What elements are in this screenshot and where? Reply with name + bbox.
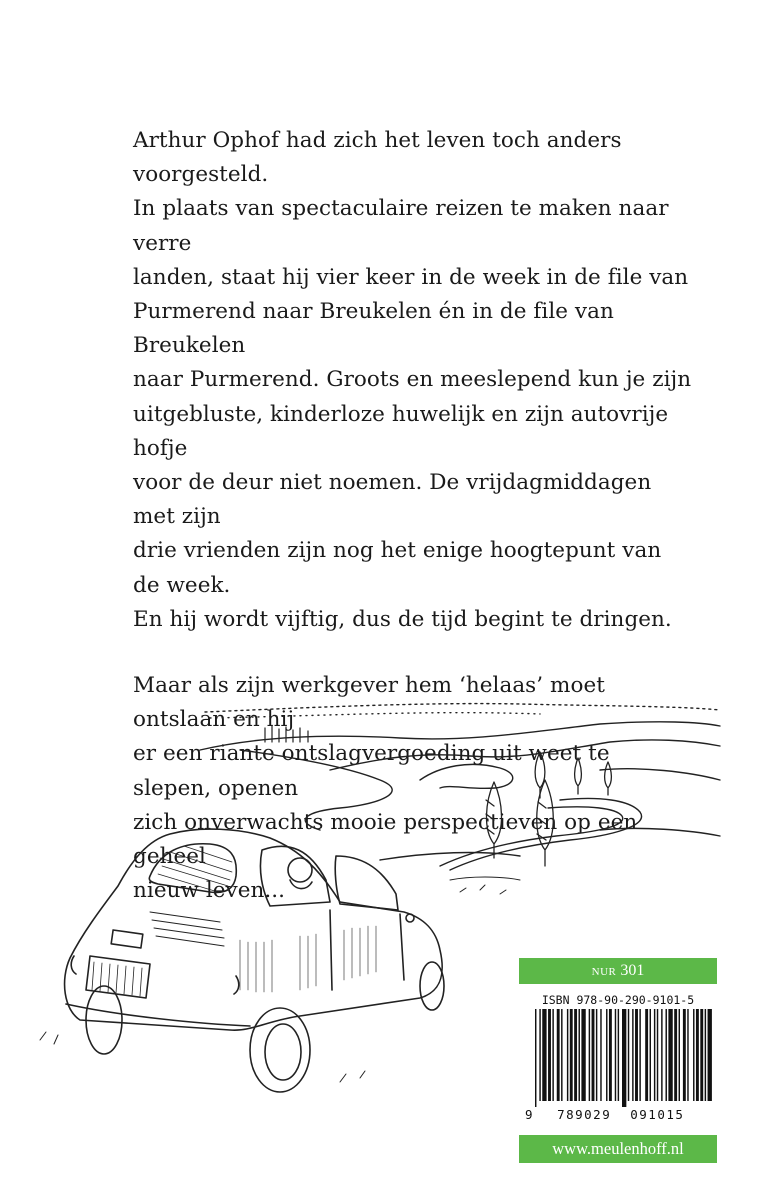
- barcode-bar: [700, 1009, 703, 1101]
- ean-first-digit: 9: [525, 1107, 535, 1122]
- barcode-bar: [609, 1009, 612, 1101]
- barcode-bar: [666, 1009, 667, 1101]
- barcode-bar: [687, 1009, 688, 1101]
- barcode-bar: [705, 1009, 706, 1101]
- barcode-bar: [668, 1009, 672, 1101]
- nur-code-label: [519, 958, 717, 984]
- barcode-bar: [567, 1009, 568, 1101]
- blurb-line: uitgebluste, kinderloze huwelijk en zijn autovrije hofje: [133, 401, 669, 461]
- barcode-bar: [615, 1009, 616, 1101]
- ean-digits: [519, 1107, 717, 1122]
- nur-number: 301: [620, 962, 645, 979]
- barcode-bar: [679, 1009, 680, 1101]
- barcode-bars: [535, 1009, 715, 1107]
- blurb-line: voor de deur niet noemen. De vrijdagmiddagen met zijn: [133, 470, 652, 530]
- barcode-bar: [674, 1009, 677, 1101]
- blurb-line: landen, staat hij vier keer in de week in de file van: [133, 264, 689, 290]
- barcode-bar: [635, 1009, 638, 1101]
- blurb-line: drie vrienden zijn nog het enige hoogtepunt van de week.: [133, 538, 662, 598]
- blurb-line: Purmerend naar Breukelen én in de file van Breukelen: [133, 299, 614, 359]
- barcode-bar: [579, 1009, 580, 1101]
- barcode-bar: [557, 1009, 560, 1101]
- publisher-website: www.meulenhoff.nl: [519, 1135, 717, 1163]
- barcode-bar: [622, 1009, 626, 1107]
- blurb-line: Maar als zijn werkgever hem ‘helaas’ moet ontslaan en hij: [133, 673, 605, 733]
- blurb-line: Arthur Ophof had zich het leven toch anders voorgesteld.: [133, 128, 622, 188]
- barcode-bar: [592, 1009, 595, 1101]
- blurb-line: En hij wordt vijftig, dus de tijd begint te dringen.: [133, 606, 672, 632]
- isbn-barcode: [519, 993, 717, 1125]
- nur-label: NUR: [591, 966, 617, 978]
- blurb-line: naar Purmerend. Groots en meeslepend kun je zijn: [133, 367, 692, 393]
- barcode-bar: [657, 1009, 658, 1101]
- blurb-paragraph-1: [133, 124, 693, 637]
- barcode-bar: [552, 1009, 553, 1101]
- barcode-bar: [574, 1009, 577, 1101]
- barcode-bar: [696, 1009, 699, 1101]
- barcode-bar: [683, 1009, 686, 1101]
- barcode-bar: [654, 1009, 655, 1101]
- blurb-line: er een riante ontslagvergoeding uit weet te slepen, openen: [133, 741, 610, 801]
- barcode-bar: [628, 1009, 629, 1101]
- isbn-text: ISBN 978-90-290-9101-5: [541, 993, 695, 1007]
- blurb-line: nieuw leven...: [133, 878, 286, 904]
- barcode-bar: [632, 1009, 633, 1101]
- barcode-bar: [539, 1009, 540, 1101]
- barcode-bar: [570, 1009, 573, 1101]
- barcode-bar: [639, 1009, 640, 1101]
- blurb-line: zich onverwachts mooie perspectieven op een geheel: [133, 809, 638, 870]
- barcode-bar: [581, 1009, 585, 1101]
- barcode-bar: [650, 1009, 651, 1101]
- barcode-bar: [661, 1009, 662, 1101]
- barcode-bar: [535, 1009, 536, 1107]
- barcode-bar: [645, 1009, 648, 1101]
- barcode-bar: [548, 1009, 551, 1101]
- barcode-bar: [618, 1009, 619, 1101]
- barcode-bar: [589, 1009, 590, 1101]
- barcode-bar: [606, 1009, 607, 1101]
- barcode-bar: [596, 1009, 597, 1101]
- barcode-bar: [600, 1009, 601, 1101]
- barcode-bar: [693, 1009, 694, 1101]
- barcode-bar: [708, 1009, 712, 1101]
- ean-left-group: 789029: [557, 1107, 612, 1122]
- ean-right-group: 091015: [630, 1107, 685, 1122]
- barcode-bar: [542, 1009, 546, 1101]
- barcode-bar: [561, 1009, 562, 1101]
- blurb-line: In plaats van spectaculaire reizen te maken naar verre: [133, 196, 669, 256]
